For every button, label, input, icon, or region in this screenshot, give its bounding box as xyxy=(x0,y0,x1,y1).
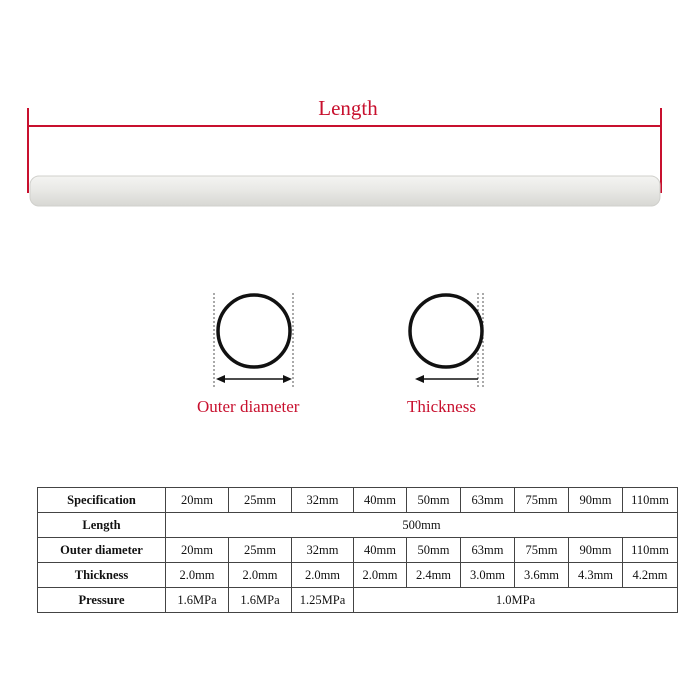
table-cell: 1.6MPa xyxy=(166,588,229,613)
table-cell: 110mm xyxy=(623,488,678,513)
table-cell: 63mm xyxy=(461,538,515,563)
table-cell: 2.4mm xyxy=(407,563,461,588)
table-cell: 2.0mm xyxy=(229,563,292,588)
table-cell: 4.3mm xyxy=(569,563,623,588)
row-header: Length xyxy=(38,513,166,538)
table-cell: 50mm xyxy=(407,488,461,513)
table-cell: 40mm xyxy=(354,488,407,513)
pipe-image xyxy=(30,176,660,206)
table-cell: 1.0MPa xyxy=(354,588,678,613)
table-row xyxy=(38,538,678,563)
table-cell: 2.0mm xyxy=(166,563,229,588)
table-cell: 50mm xyxy=(407,538,461,563)
table-cell: 32mm xyxy=(292,538,354,563)
table-cell: 20mm xyxy=(166,538,229,563)
row-header: Specification xyxy=(38,488,166,513)
table-cell: 110mm xyxy=(623,538,678,563)
table-cell: 63mm xyxy=(461,488,515,513)
table-cell: 32mm xyxy=(292,488,354,513)
table-cell: 1.6MPa xyxy=(229,588,292,613)
table-cell: 500mm xyxy=(166,513,678,538)
table-row xyxy=(38,488,678,513)
length-label: Length xyxy=(318,96,378,120)
table-row xyxy=(38,513,678,538)
row-header: Pressure xyxy=(38,588,166,613)
specification-table xyxy=(37,487,678,613)
table-cell: 3.6mm xyxy=(515,563,569,588)
pipe-wall-circle xyxy=(410,295,482,367)
table-cell: 3.0mm xyxy=(461,563,515,588)
table-cell: 75mm xyxy=(515,488,569,513)
table-cell: 4.2mm xyxy=(623,563,678,588)
thickness-figure xyxy=(410,293,483,387)
row-header: Thickness xyxy=(38,563,166,588)
pipe-cross-section-circle xyxy=(218,295,290,367)
table-cell: 20mm xyxy=(166,488,229,513)
thickness-label: Thickness xyxy=(407,397,476,416)
table-cell: 1.25MPa xyxy=(292,588,354,613)
table-cell: 2.0mm xyxy=(292,563,354,588)
table-cell: 40mm xyxy=(354,538,407,563)
table-cell: 75mm xyxy=(515,538,569,563)
table-row xyxy=(38,563,678,588)
table-cell: 90mm xyxy=(569,538,623,563)
outer-diameter-figure xyxy=(214,293,293,387)
table-cell: 2.0mm xyxy=(354,563,407,588)
table-cell: 90mm xyxy=(569,488,623,513)
specification-table-body xyxy=(38,488,678,613)
table-cell: 25mm xyxy=(229,488,292,513)
row-header: Outer diameter xyxy=(38,538,166,563)
outer-diameter-label: Outer diameter xyxy=(197,397,300,416)
table-cell: 25mm xyxy=(229,538,292,563)
table-row xyxy=(38,588,678,613)
